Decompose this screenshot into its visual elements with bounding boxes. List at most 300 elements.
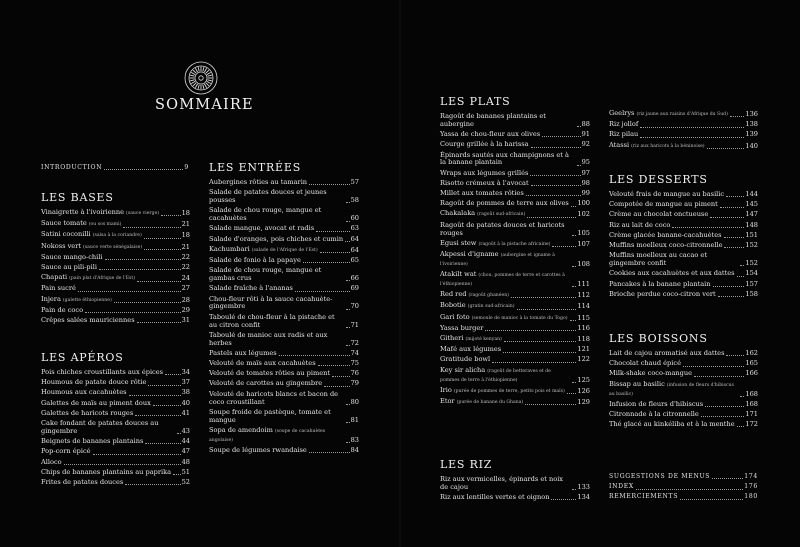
toc-entry-page: 152 bbox=[745, 259, 758, 268]
toc-entry-title: Pop-corn épicé bbox=[41, 447, 91, 456]
toc-entry-page: 34 bbox=[181, 368, 190, 376]
toc-entry-label bbox=[41, 469, 171, 477]
toc-entry-page: 88 bbox=[581, 119, 590, 128]
toc-entry[interactable] bbox=[609, 270, 758, 278]
toc-entry[interactable] bbox=[440, 476, 590, 492]
dot-leader bbox=[161, 215, 181, 216]
toc-entry-page: 99 bbox=[581, 189, 590, 198]
dot-leader bbox=[737, 276, 745, 277]
toc-entry-label bbox=[440, 200, 569, 208]
toc-entry-label bbox=[209, 391, 344, 407]
toc-entry[interactable] bbox=[609, 222, 758, 230]
ornament-ray bbox=[198, 67, 199, 71]
ornament-ray bbox=[207, 81, 211, 83]
toc-entry[interactable] bbox=[440, 141, 590, 149]
toc-entry-label bbox=[41, 479, 123, 487]
toc-entry-label bbox=[440, 325, 483, 333]
ornament-ray bbox=[198, 85, 199, 89]
section-bases bbox=[41, 191, 190, 327]
toc-entry-label bbox=[440, 152, 575, 168]
toc-entry-label bbox=[41, 296, 112, 305]
dot-leader bbox=[332, 376, 350, 377]
toc-entry-page: 108 bbox=[577, 259, 590, 268]
dot-leader bbox=[531, 185, 581, 186]
toc-entry-page: 133 bbox=[577, 482, 590, 491]
dot-leader bbox=[577, 126, 581, 127]
toc-entry-title: Satini coconilli bbox=[41, 230, 91, 239]
toc-entry-label bbox=[41, 438, 143, 446]
toc-entry-label bbox=[209, 246, 318, 255]
toc-entry-title: Red red bbox=[440, 290, 467, 299]
dot-leader bbox=[345, 241, 350, 242]
toc-entry-title: Frites de patates douces bbox=[41, 477, 124, 486]
toc-entry[interactable] bbox=[609, 142, 758, 151]
toc-entry-note: (sauce verte sénégalaise) bbox=[83, 244, 143, 250]
list-riz bbox=[440, 476, 590, 502]
toc-entry-title: Galettes de haricots rouges bbox=[41, 408, 134, 417]
toc-entry[interactable] bbox=[440, 210, 590, 219]
toc-entry-label bbox=[609, 281, 711, 289]
toc-entry-title: Aubergines rôties au tamarin bbox=[209, 178, 308, 186]
toc-entry-title: Riz aux lentilles vertes et oignon bbox=[440, 493, 550, 502]
toc-entry[interactable] bbox=[41, 400, 190, 408]
toc-entry-label bbox=[609, 211, 708, 219]
toc-entry-page: 140 bbox=[745, 141, 758, 150]
toc-entry-label bbox=[41, 231, 142, 240]
dot-leader bbox=[724, 237, 745, 238]
toc-entry-title: Alloco bbox=[41, 457, 62, 466]
toc-entry[interactable] bbox=[440, 113, 590, 129]
toc-entry-label bbox=[209, 380, 322, 388]
toc-entry[interactable] bbox=[609, 252, 758, 268]
toc-entry-page: 47 bbox=[181, 447, 190, 456]
toc-entry[interactable] bbox=[440, 387, 590, 396]
toc-entry[interactable] bbox=[209, 296, 359, 312]
toc-entry[interactable] bbox=[609, 370, 758, 378]
toc-entry[interactable] bbox=[440, 251, 590, 269]
toc-entry[interactable] bbox=[209, 314, 359, 330]
toc-entry-page: 84 bbox=[350, 446, 359, 455]
toc-entry-page: 171 bbox=[745, 409, 758, 418]
toc-entry-title: Salade mangue, avocat et radis bbox=[209, 224, 315, 233]
dot-leader bbox=[705, 406, 744, 407]
toc-entry-page: 129 bbox=[577, 397, 590, 406]
toc-entry-label bbox=[440, 190, 524, 198]
list-boissons bbox=[609, 350, 758, 429]
dot-leader bbox=[346, 404, 350, 405]
toc-entry-page: 29 bbox=[181, 305, 190, 314]
toc-entry-page: 154 bbox=[745, 269, 758, 278]
toc-entry-title: Soupe de légumes rwandaise bbox=[209, 446, 307, 455]
toc-entry-page: 168 bbox=[745, 389, 758, 398]
toc-entry[interactable] bbox=[609, 473, 758, 481]
toc-entry-page: 115 bbox=[577, 313, 590, 322]
toc-entry-title: Atassi bbox=[609, 140, 630, 149]
toc-entry-note: (pain plat d'Afrique de l'Est) bbox=[69, 276, 136, 282]
toc-entry-title: Salade d'oranges, pois chiches et cumin bbox=[209, 234, 344, 243]
toc-entry-label bbox=[209, 370, 330, 378]
dot-leader bbox=[527, 217, 576, 218]
toc-entry-label bbox=[209, 225, 314, 233]
dot-leader bbox=[346, 422, 350, 423]
toc-entry[interactable] bbox=[209, 332, 359, 348]
toc-entry-page: 165 bbox=[745, 359, 758, 368]
section-title: LES BOISSONS bbox=[609, 332, 708, 345]
toc-entry-title: Geelrys bbox=[609, 109, 635, 117]
dot-leader bbox=[320, 252, 350, 253]
toc-entry[interactable] bbox=[209, 360, 359, 368]
toc-entry-page: 116 bbox=[577, 323, 590, 332]
toc-entry-title: Taboulé de manioc aux radis et aux herbes bbox=[209, 330, 328, 347]
toc-entry[interactable] bbox=[440, 346, 590, 354]
toc-entry-label bbox=[41, 264, 97, 272]
toc-entry[interactable] bbox=[609, 242, 758, 250]
toc-entry-title: Velouté de haricots blancs et bacon de coco croustillant bbox=[209, 389, 339, 406]
dot-leader bbox=[640, 127, 744, 128]
toc-entry-title: Crème au chocolat onctueuse bbox=[609, 210, 709, 219]
dot-leader bbox=[137, 322, 181, 323]
toc-entry-page: 69 bbox=[350, 284, 359, 293]
toc-entry-label bbox=[609, 411, 699, 419]
toc-entry[interactable] bbox=[440, 222, 590, 238]
toc-entry-page: 31 bbox=[181, 316, 190, 325]
toc-entry[interactable] bbox=[440, 494, 590, 502]
toc-entry[interactable] bbox=[41, 264, 190, 272]
toc-entry-page: 76 bbox=[350, 369, 359, 378]
toc-entry-title: Muffins moelleux au cacao et gingembre confit bbox=[609, 251, 707, 268]
toc-entry-page: 118 bbox=[577, 334, 590, 343]
dot-leader bbox=[726, 355, 744, 356]
toc-entry-label bbox=[609, 110, 728, 119]
toc-entry-title: Houmous aux cacahuètes bbox=[41, 388, 127, 397]
toc-entry[interactable] bbox=[41, 389, 190, 397]
toc-entry-page: 18 bbox=[181, 231, 190, 240]
toc-entry-note: (chou, pommes de terre et carottes à l'éthiopienne) bbox=[440, 273, 565, 287]
toc-entry-page: 107 bbox=[577, 239, 590, 248]
toc-entry-note: (salade de l'Afrique de l'Est) bbox=[251, 247, 318, 253]
toc-entry-page: 22 bbox=[181, 263, 190, 272]
toc-entry-label bbox=[209, 236, 343, 244]
dot-leader bbox=[318, 365, 350, 366]
toc-entry[interactable] bbox=[41, 479, 190, 487]
introduction-entry[interactable]: INTRODUCTION 9 bbox=[41, 164, 189, 171]
toc-entry[interactable] bbox=[209, 370, 359, 378]
dot-leader bbox=[137, 281, 181, 282]
toc-entry-label bbox=[609, 270, 735, 278]
dot-leader bbox=[571, 206, 577, 207]
toc-entry-page: 139 bbox=[745, 130, 758, 139]
toc-entry[interactable] bbox=[609, 191, 758, 199]
toc-entry-label bbox=[209, 447, 307, 455]
toc-entry[interactable] bbox=[609, 201, 758, 209]
toc-entry-label bbox=[41, 254, 103, 262]
toc-entry[interactable] bbox=[209, 267, 359, 283]
toc-entry[interactable] bbox=[609, 232, 758, 240]
dot-leader bbox=[144, 238, 181, 239]
toc-entry[interactable] bbox=[609, 401, 758, 409]
toc-entry-note: (ragoût sud-africain) bbox=[477, 212, 526, 218]
toc-entry-label bbox=[440, 335, 502, 344]
toc-entry[interactable] bbox=[440, 190, 590, 198]
toc-entry-title: Courge grillée à la harissa bbox=[440, 140, 529, 149]
toc-entry[interactable] bbox=[609, 211, 758, 219]
dot-leader bbox=[572, 489, 576, 490]
dot-leader bbox=[712, 478, 743, 479]
toc-entry-title: Crème glacée banane-cacahuètes bbox=[609, 230, 722, 239]
toc-entry-label bbox=[41, 317, 135, 325]
toc-entry-title: Riz pilau bbox=[609, 130, 639, 139]
toc-entry-note: (ragoût à la pistache africaine) bbox=[478, 241, 551, 247]
toc-entry[interactable] bbox=[41, 317, 190, 325]
toc-entry[interactable] bbox=[609, 360, 758, 368]
toc-entry[interactable] bbox=[41, 410, 190, 418]
toc-entry[interactable] bbox=[41, 307, 190, 315]
toc-entry[interactable] bbox=[41, 438, 190, 446]
toc-entry-label bbox=[609, 483, 634, 491]
toc-entry[interactable] bbox=[609, 493, 758, 501]
dot-leader bbox=[740, 396, 744, 397]
toc-entry-label bbox=[209, 207, 344, 223]
dot-leader bbox=[309, 452, 350, 453]
toc-entry[interactable] bbox=[41, 231, 190, 240]
dot-leader bbox=[713, 286, 745, 287]
toc-entry-title: Sauce tomate bbox=[41, 219, 87, 228]
toc-entry[interactable] bbox=[209, 189, 359, 205]
toc-entry[interactable] bbox=[609, 110, 758, 119]
toc-entry[interactable] bbox=[440, 398, 590, 407]
toc-entry-title: Salade de chou rouge, mangue et gambas crus bbox=[209, 266, 322, 283]
toc-entry-page: 102 bbox=[577, 210, 590, 219]
toc-entry-page: 43 bbox=[181, 426, 190, 435]
dot-leader bbox=[504, 341, 577, 342]
toc-entry-title: Chapati bbox=[41, 273, 68, 282]
toc-entry[interactable] bbox=[440, 356, 590, 364]
toc-entry[interactable] bbox=[609, 483, 758, 491]
toc-entry-label bbox=[440, 367, 570, 385]
toc-entry-title: Akpessi d'igname bbox=[440, 249, 499, 258]
toc-entry-label bbox=[440, 314, 568, 323]
dot-leader bbox=[640, 137, 744, 138]
toc-entry-label bbox=[609, 242, 722, 250]
toc-entry-title: Thé glacé au kinkéliba et à la menthe bbox=[609, 420, 735, 429]
toc-entry-label bbox=[609, 493, 678, 501]
ornament-ray bbox=[206, 70, 209, 73]
ornament-ray bbox=[208, 75, 212, 76]
dot-leader bbox=[492, 362, 576, 363]
toc-entry[interactable] bbox=[209, 225, 359, 233]
toc-entry[interactable] bbox=[440, 152, 590, 168]
ornament-ray bbox=[206, 83, 209, 86]
toc-entry-note: (gratin sud-africain) bbox=[467, 304, 515, 310]
toc-entry[interactable] bbox=[609, 411, 758, 419]
dot-leader bbox=[552, 246, 576, 247]
dot-leader bbox=[145, 443, 180, 444]
toc-entry[interactable] bbox=[41, 420, 190, 436]
toc-entry-label bbox=[609, 201, 718, 209]
toc-entry-page: 147 bbox=[745, 210, 758, 219]
list-bases bbox=[41, 209, 190, 325]
toc-entry-note: (ragoût ghanéen) bbox=[468, 293, 509, 299]
toc-entry-page: 111 bbox=[577, 279, 590, 288]
toc-entry[interactable] bbox=[609, 421, 758, 429]
toc-entry[interactable] bbox=[609, 291, 758, 299]
toc-entry[interactable] bbox=[209, 236, 359, 244]
toc-entry[interactable] bbox=[440, 271, 590, 289]
toc-entry-page: 74 bbox=[350, 348, 359, 357]
toc-entry[interactable] bbox=[209, 447, 359, 455]
toc-entry-title: Cookies aux cacahuètes et aux dattes bbox=[609, 269, 735, 278]
toc-entry-title: Pain de coco bbox=[41, 305, 84, 314]
toc-entry[interactable] bbox=[440, 325, 590, 333]
toc-entry-label bbox=[609, 252, 738, 268]
toc-entry[interactable] bbox=[440, 302, 590, 311]
toc-entry-label bbox=[440, 398, 523, 407]
toc-entry-page: 122 bbox=[577, 355, 590, 364]
toc-entry[interactable] bbox=[609, 381, 758, 399]
toc-entry-title: Soupe froide de pastèque, tomate et mangue bbox=[209, 407, 331, 424]
toc-entry[interactable] bbox=[41, 369, 190, 377]
toc-entry-page: 58 bbox=[350, 196, 359, 205]
dot-leader bbox=[99, 269, 181, 270]
toc-entry-page: 48 bbox=[181, 457, 190, 466]
toc-entry[interactable] bbox=[41, 285, 190, 293]
toc-entry[interactable] bbox=[41, 469, 190, 477]
toc-entry[interactable] bbox=[209, 409, 359, 425]
toc-entry-title: Sauce mango-chili bbox=[41, 252, 103, 261]
dot-leader bbox=[346, 345, 350, 346]
toc-entry-page: 162 bbox=[745, 349, 758, 357]
toc-entry-label bbox=[41, 389, 127, 397]
toc-entry-title: Cake fondant de patates douces au gingembre bbox=[41, 419, 159, 435]
toc-entry-label bbox=[209, 427, 344, 445]
dot-leader bbox=[346, 280, 350, 281]
toc-entry-page: 72 bbox=[350, 338, 359, 347]
toc-entry[interactable] bbox=[41, 459, 190, 467]
list-riz-continued bbox=[609, 110, 758, 151]
dot-leader bbox=[511, 297, 576, 298]
toc-entry[interactable] bbox=[609, 121, 758, 129]
dot-leader bbox=[165, 374, 181, 375]
dot-leader bbox=[144, 249, 180, 250]
toc-entry[interactable] bbox=[609, 350, 758, 358]
toc-entry[interactable] bbox=[440, 170, 590, 178]
toc-entry[interactable] bbox=[41, 274, 190, 283]
toc-entry[interactable] bbox=[209, 391, 359, 407]
dot-leader bbox=[177, 433, 181, 434]
toc-entry[interactable] bbox=[209, 285, 359, 293]
toc-entry[interactable] bbox=[209, 380, 359, 388]
toc-entry-title: INDEX bbox=[609, 483, 634, 491]
toc-entry[interactable] bbox=[209, 207, 359, 223]
toc-entry-note: (mijoté kenyan) bbox=[465, 336, 502, 342]
toc-entry-label bbox=[440, 346, 501, 354]
toc-entry-title: Citronnade à la citronnelle bbox=[609, 409, 699, 418]
toc-entry-label bbox=[440, 494, 549, 502]
toc-entry[interactable] bbox=[41, 243, 190, 252]
toc-entry-title: Infusion de fleurs d'hibiscus bbox=[609, 399, 704, 408]
toc-entry[interactable] bbox=[440, 131, 590, 139]
toc-entry[interactable] bbox=[41, 209, 190, 218]
ornament-ray bbox=[191, 81, 195, 83]
toc-entry-title: Pastels aux légumes bbox=[209, 348, 277, 357]
toc-entry-label bbox=[609, 473, 710, 481]
toc-entry-title: Bobotie bbox=[440, 301, 466, 310]
toc-entry[interactable] bbox=[440, 291, 590, 300]
toc-entry[interactable] bbox=[440, 335, 590, 344]
toc-entry-label bbox=[41, 459, 62, 467]
toc-entry-title: Bissap au basilic bbox=[609, 379, 665, 388]
toc-entry[interactable] bbox=[209, 350, 359, 358]
toc-entry-title: SUGGESTIONS DE MENUS bbox=[609, 473, 711, 480]
toc-entry[interactable] bbox=[41, 379, 190, 387]
toc-entry-title: Chips de bananes plantains au paprika bbox=[41, 467, 172, 476]
dot-leader bbox=[525, 404, 576, 405]
toc-entry-title: Pain sucré bbox=[41, 284, 76, 293]
dot-leader bbox=[153, 405, 181, 406]
toc-entry[interactable] bbox=[609, 131, 758, 139]
toc-entry[interactable] bbox=[41, 254, 190, 262]
toc-entry-page: 21 bbox=[181, 242, 190, 251]
toc-entry[interactable] bbox=[209, 257, 359, 265]
section-aperos bbox=[41, 351, 190, 489]
toc-entry[interactable] bbox=[440, 367, 590, 385]
toc-entry[interactable] bbox=[440, 180, 590, 188]
toc-entry-page: 148 bbox=[745, 220, 758, 229]
toc-entry-title: Crêpes salées mauriciennes bbox=[41, 316, 135, 325]
toc-entry-label bbox=[440, 170, 528, 178]
toc-entry-note: (ragoût de betteraves et de pommes de terre à l'éthiopienne) bbox=[440, 368, 551, 383]
list-desserts bbox=[609, 191, 758, 299]
dot-leader bbox=[129, 395, 181, 396]
toc-entry-label bbox=[440, 113, 575, 129]
toc-entry-page: 100 bbox=[577, 199, 590, 208]
toc-entry[interactable] bbox=[41, 448, 190, 456]
toc-entry-page: 22 bbox=[181, 252, 190, 261]
dot-leader bbox=[577, 165, 581, 166]
ornament-ray bbox=[190, 75, 194, 76]
dot-leader bbox=[730, 116, 745, 117]
toc-entry[interactable] bbox=[41, 296, 190, 305]
toc-entry-page: 105 bbox=[577, 228, 590, 237]
toc-entry[interactable] bbox=[209, 427, 359, 445]
toc-entry-label bbox=[41, 410, 133, 418]
toc-entry[interactable] bbox=[209, 246, 359, 255]
toc-entry[interactable] bbox=[41, 220, 190, 229]
toc-entry-label bbox=[41, 307, 83, 315]
toc-entry[interactable] bbox=[609, 281, 758, 289]
toc-entry-page: 174 bbox=[744, 473, 758, 480]
toc-entry-page: 125 bbox=[577, 375, 590, 384]
toc-entry[interactable] bbox=[440, 240, 590, 249]
toc-entry-label bbox=[609, 291, 716, 299]
toc-entry-title: Compotée de mangue au piment bbox=[609, 200, 718, 209]
toc-entry-page: 66 bbox=[350, 274, 359, 283]
toc-entry[interactable] bbox=[440, 314, 590, 323]
ornament-ray bbox=[203, 67, 204, 71]
toc-entry-page: 64 bbox=[350, 234, 359, 243]
toc-entry[interactable] bbox=[440, 200, 590, 208]
toc-entry-label bbox=[41, 285, 76, 293]
ornament-ray bbox=[203, 85, 204, 89]
toc-entry-title: Riz jollof bbox=[609, 120, 639, 129]
toc-entry-note: (ou sos mami) bbox=[88, 222, 122, 228]
toc-entry-title: Pois chiches croustillants aux épices bbox=[41, 368, 164, 376]
dot-leader bbox=[683, 366, 744, 367]
dot-leader bbox=[503, 352, 576, 353]
toc-entry-title: Sopa de amendoim bbox=[209, 425, 273, 434]
dot-leader bbox=[316, 231, 349, 232]
toc-entry[interactable] bbox=[209, 179, 359, 187]
